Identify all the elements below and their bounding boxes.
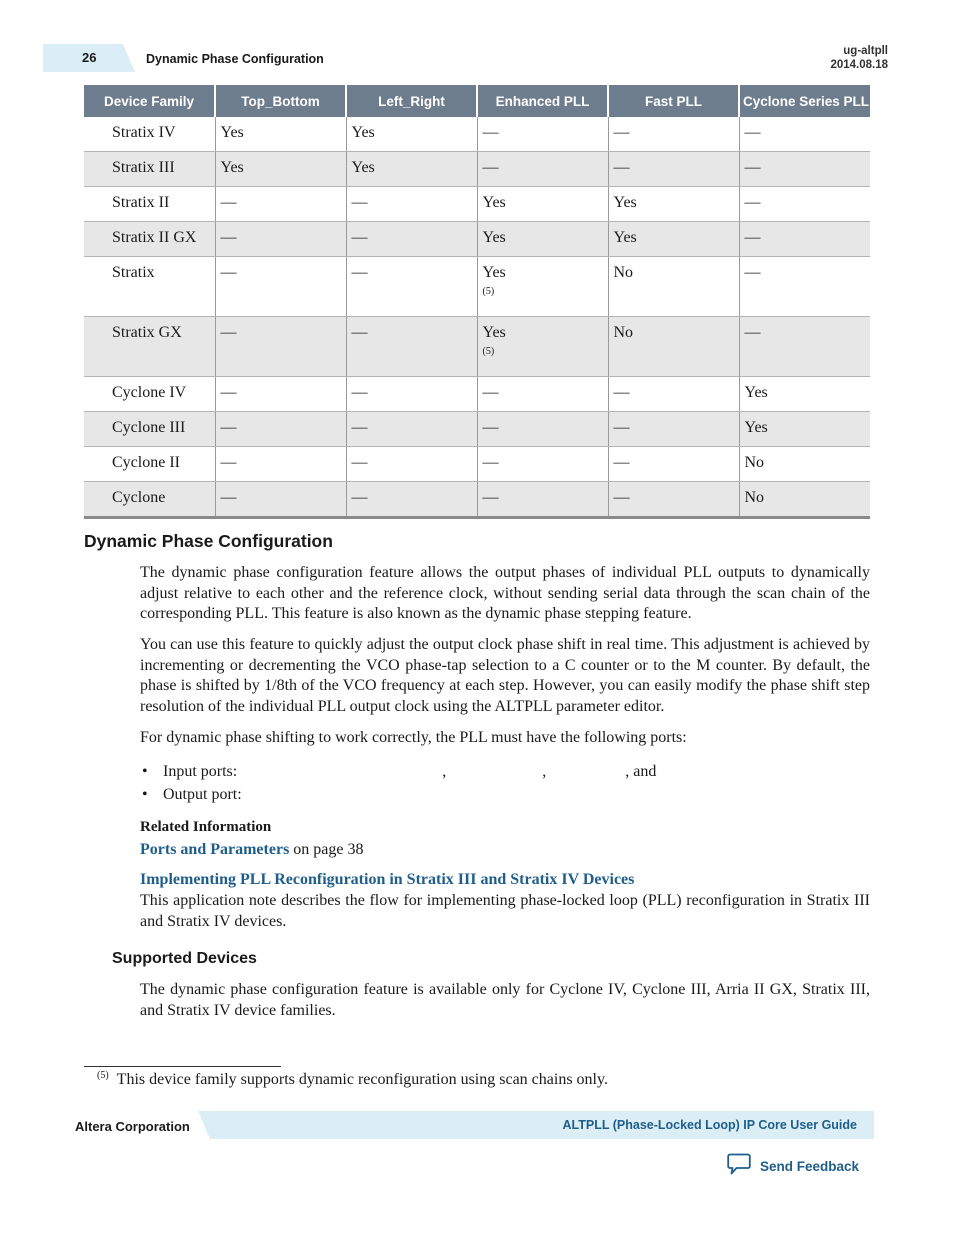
table-cell: Yes [346,152,477,187]
separator: , and [625,763,657,780]
table-cell: — [346,482,477,518]
table-row [84,117,870,152]
table-cell: — [608,412,739,447]
link-description: This application note describes the flow for implementing phase-locked loop (PLL) reconfiguration in Stratix III and Stratix IV devices. [140,892,870,930]
document-id [830,44,888,72]
table-cell: — [215,222,346,257]
table-cell: Yes [346,117,477,152]
page-number: 26 [82,50,97,65]
table-cell: — [477,482,608,518]
table-row [84,447,870,482]
document-code: ug-altpll [843,45,888,57]
table-cell: — [739,222,870,257]
table-cell: — [739,317,870,377]
table-cell: Yes [739,377,870,412]
table-cell: Yes [608,222,739,257]
footer-company: Altera Corporation [75,1119,190,1134]
port-list [140,760,656,806]
table-row [84,222,870,257]
footnote-mark: (5) [97,1070,109,1081]
table-cell: — [608,447,739,482]
table-cell: No [608,257,739,317]
table-row [84,187,870,222]
column-header: Enhanced PLL [477,85,608,117]
table-cell: — [346,412,477,447]
footnote-reference: (5) [482,286,495,297]
device-support-table [84,85,870,519]
table-cell: — [739,117,870,152]
table-cell: Yes [477,187,608,222]
table-cell: — [215,377,346,412]
table-cell: — [215,317,346,377]
table-cell: Stratix IV [84,117,215,152]
list-item-label: Input ports: [163,763,238,780]
table-cell: — [477,152,608,187]
footnote-text: This device family supports dynamic reconfiguration using scan chains only. [116,1071,608,1088]
table-cell: Yes [215,152,346,187]
table-cell: Yes [215,117,346,152]
table-cell: Cyclone II [84,447,215,482]
column-header: Top_Bottom [215,85,346,117]
list-item [140,783,656,806]
table-cell [477,317,608,377]
table-cell: No [739,482,870,518]
table-row [84,317,870,377]
table-row [84,482,870,518]
table-cell: — [477,447,608,482]
table-cell: — [215,447,346,482]
paragraph: You can use this feature to quickly adjust the output clock phase shift in real time. This adjustment is achieved by incrementing or decrementing the VCO phase-tap selection to a C counter or to the M counter. By default, the phase is shifted by 1/8th of the VCO frequency at each step. However, you can easily modify the phase shift step resolution of the individual PLL output clock using the ALTPLL parameter editor. [140,636,870,715]
table-cell: Stratix [84,257,215,317]
subsection-heading: Supported Devices [112,950,257,967]
table-cell: — [477,117,608,152]
table-cell: Cyclone IV [84,377,215,412]
footer-guide-title[interactable]: ALTPLL (Phase-Locked Loop) IP Core User Guide [562,1118,857,1132]
table-cell: — [477,377,608,412]
table-cell: — [739,152,870,187]
table-cell: — [608,117,739,152]
table-cell: — [608,482,739,518]
column-header: Cyclone Series PLL [739,85,870,117]
table-cell [477,257,608,317]
table-cell: Cyclone III [84,412,215,447]
send-feedback-label: Send Feedback [760,1159,860,1174]
paragraph: The dynamic phase configuration feature allows the output phases of individual PLL outputs to dynamically adjust relative to each other and the reference clock, without sending serial data through the scan chain of the corresponding PLL. This feature is also known as the dynamic phase stepping feature. [140,564,870,622]
table-cell: — [215,257,346,317]
table-cell: — [739,257,870,317]
separator: , [542,763,547,780]
paragraph: The dynamic phase configuration feature is available only for Cyclone IV, Cyclone III, Arria II GX, Stratix III, and Stratix IV device families. [140,981,870,1019]
table-cell: Cyclone [84,482,215,518]
table-cell: No [608,317,739,377]
table-cell: — [346,187,477,222]
table-cell: — [477,412,608,447]
footnote [97,1071,608,1089]
column-header: Left_Right [346,85,477,117]
table-cell: Stratix II [84,187,215,222]
document-date: 2014.08.18 [830,59,888,71]
list-item-label: Output port: [163,786,242,803]
table-cell: Stratix III [84,152,215,187]
table-cell: — [346,377,477,412]
link-suffix: on page 38 [289,841,364,858]
table-cell: Yes [477,222,608,257]
table-cell: Stratix GX [84,317,215,377]
section-heading: Dynamic Phase Configuration [84,531,333,551]
send-feedback-button[interactable] [727,1153,859,1180]
table-cell: Yes [739,412,870,447]
cell-value: Yes [482,264,506,281]
table-cell: — [215,412,346,447]
table-cell: — [215,482,346,518]
footnote-divider [84,1066,281,1067]
related-link-row [140,871,634,889]
table-row [84,152,870,187]
table-cell: — [346,222,477,257]
table-cell: — [739,187,870,222]
cell-value: Yes [482,324,506,341]
speech-bubble-icon [727,1153,751,1180]
ports-parameters-link[interactable]: Ports and Parameters [140,841,290,858]
pll-reconfiguration-link[interactable]: Implementing PLL Reconfiguration in Stratix III and Stratix IV Devices [140,871,635,888]
paragraph: For dynamic phase shifting to work correctly, the PLL must have the following ports: [140,729,687,746]
table-cell: — [608,377,739,412]
table-cell: No [739,447,870,482]
table-header-row [84,85,870,117]
footnote-reference: (5) [482,346,495,357]
table-row [84,412,870,447]
related-link-row [140,841,364,859]
column-header: Device Family [84,85,215,117]
table-cell: — [346,317,477,377]
list-item [140,760,656,783]
column-header: Fast PLL [608,85,739,117]
table-cell: Stratix II GX [84,222,215,257]
running-header-title: Dynamic Phase Configuration [146,52,324,66]
table-cell: — [346,257,477,317]
table-cell: Yes [608,187,739,222]
separator: , [442,763,447,780]
table-cell: — [346,447,477,482]
table-cell: — [215,187,346,222]
table-row [84,257,870,317]
related-info-label: Related Information [140,819,272,835]
table-row [84,377,870,412]
table-cell: — [608,152,739,187]
